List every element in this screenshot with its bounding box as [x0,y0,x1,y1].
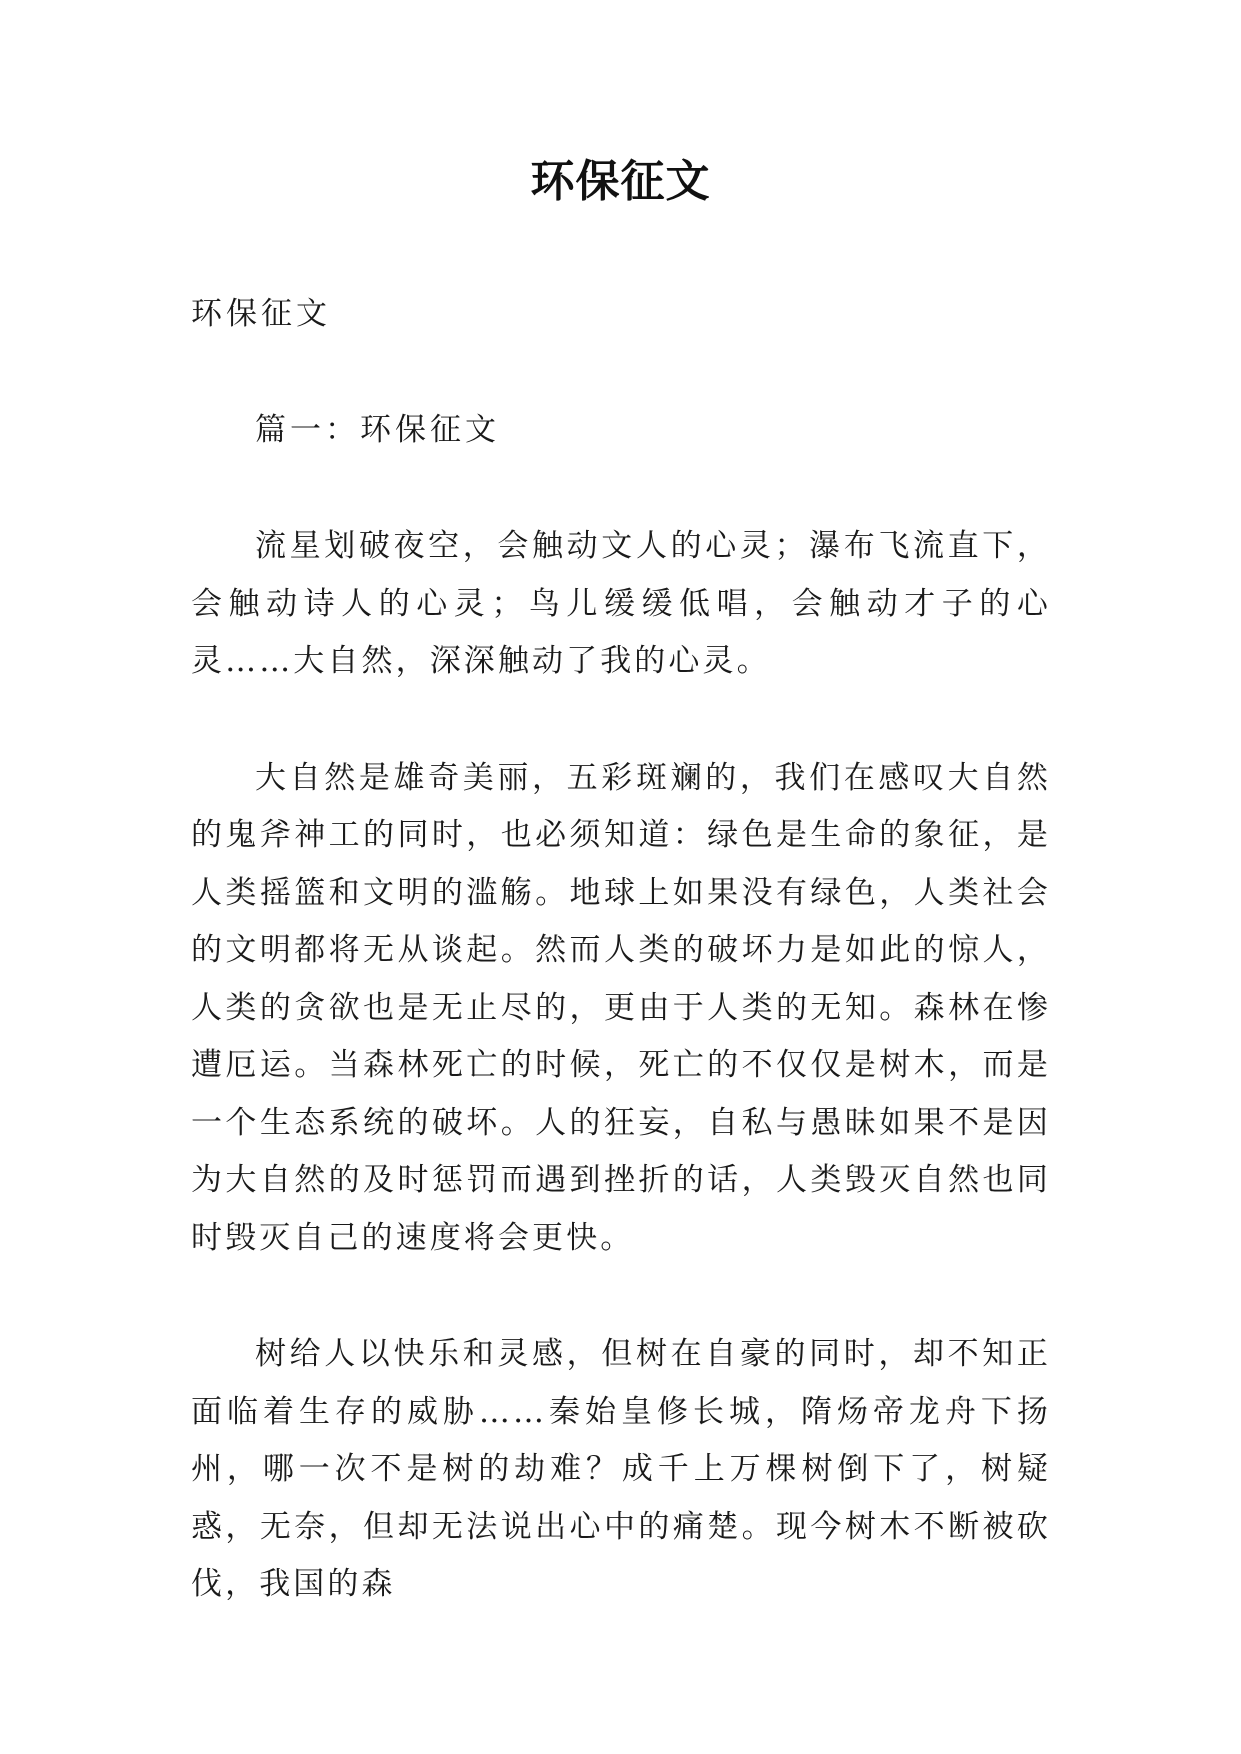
paragraph: 大自然是雄奇美丽，五彩斑斓的，我们在感叹大自然的鬼斧神工的同时，也必须知道：绿色是生命的象征，是人类摇篮和文明的滥觞。地球上如果没有绿色，人类社会的文明都将无从谈起。然而人类的破坏力是如此的惊人，人类的贪欲也是无止尽的，更由于人类的无知。森林在惨遭厄运。当森林死亡的时候，死亡的不仅仅是树木，而是一个生态系统的破坏。人的狂妄，自私与愚昧如果不是因为大自然的及时惩罚而遇到挫折的话，人类毁灭自然也同时毁灭自己的速度将会更快。 [191,759,1051,1256]
document-subtitle: 环保征文 [191,296,331,332]
document-title: 环保征文 [530,156,711,207]
paragraph: 流星划破夜空，会触动文人的心灵；瀑布飞流直下，会触动诗人的心灵；鸟儿缓缓低唱，会触动才子的心灵……大自然，深深触动了我的心灵。 [191,528,1051,679]
section-heading: 篇一：环保征文 [255,412,500,448]
document-body [191,286,1051,1673]
paragraph: 树给人以快乐和灵感，但树在自豪的同时，却不知正面临着生存的威胁……秦始皇修长城，隋炀帝龙舟下扬州，哪一次不是树的劫难？成千上万棵树倒下了，树疑惑，无奈，但却无法说出心中的痛楚。现今树木不断被砍伐，我国的森 [191,1336,1051,1602]
